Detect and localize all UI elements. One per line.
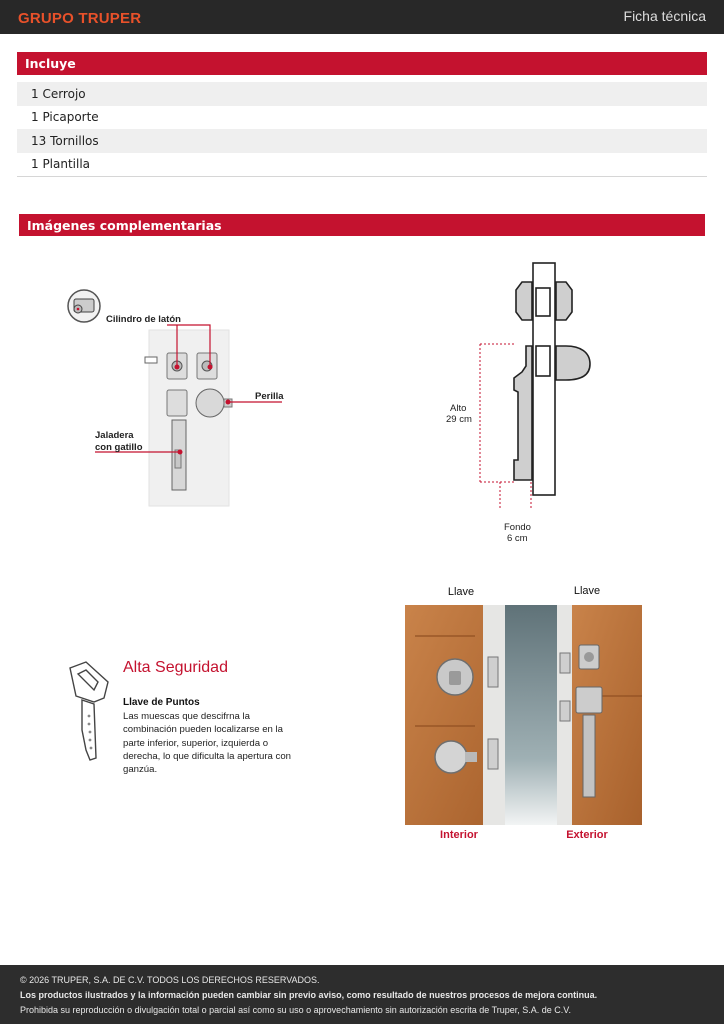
- list-item: 13 Tornillos: [17, 129, 707, 153]
- document-type-label: Ficha técnica: [623, 8, 706, 24]
- height-value: 29 cm: [446, 414, 472, 425]
- key-description: Las muescas que descifrna la combinación pueden localizarse en la parte inferior, superior, izquierda o derecha, lo que dificulta la apertura con ganzúa.: [123, 711, 291, 776]
- dimension-drawing: [470, 260, 600, 510]
- images-section-header: [19, 214, 705, 236]
- footer: [0, 965, 724, 1024]
- images-section-title: Imágenes complementarias: [27, 217, 222, 233]
- depth-label: Fondo: [504, 522, 531, 533]
- footer-legal: Prohibida su reproducción o divulgación total o parcial así como su uso o aprovechamiento sin autorización escrita de Truper, S.A. de C.V.: [20, 1005, 571, 1015]
- cylinder-callout: Cilindro de latón: [106, 314, 181, 325]
- photo-right-top-caption: Llave: [573, 585, 601, 597]
- key-type-title: Llave de Puntos: [123, 697, 200, 708]
- high-security-title: Alta Seguridad: [123, 659, 228, 676]
- height-label: Alto: [450, 403, 467, 414]
- knob-callout: Perilla: [255, 391, 284, 402]
- list-item: 1 Plantilla: [31, 157, 91, 172]
- photo-interior-caption: Interior: [440, 829, 478, 841]
- depth-value: 6 cm: [507, 533, 528, 544]
- handle-callout-line2: con gatillo: [95, 442, 143, 453]
- includes-title: Incluye: [25, 56, 76, 71]
- cylinder-icon: [68, 290, 100, 322]
- list-item: 1 Cerrojo: [17, 82, 707, 106]
- brand-logo: GRUPO TRUPER: [18, 10, 142, 27]
- footer-copyright: © 2026 TRUPER, S.A. DE C.V. TODOS LOS DERECHOS RESERVADOS.: [20, 975, 320, 985]
- footer-notice: Los productos ilustrados y la información pueden cambiar sin previo aviso, como resultado de nuestros procesos de mejora continua.: [20, 990, 598, 1000]
- photo-exterior-caption: Exterior: [566, 829, 608, 841]
- door-photos: [405, 605, 642, 825]
- photo-left-top-caption: Llave: [447, 586, 475, 598]
- top-bar: [0, 0, 724, 34]
- list-item: 1 Picaporte: [31, 110, 99, 125]
- includes-header: [17, 52, 707, 75]
- includes-list: [17, 82, 707, 177]
- key-icon: [64, 660, 112, 762]
- handle-callout-line1: Jaladera: [95, 430, 134, 441]
